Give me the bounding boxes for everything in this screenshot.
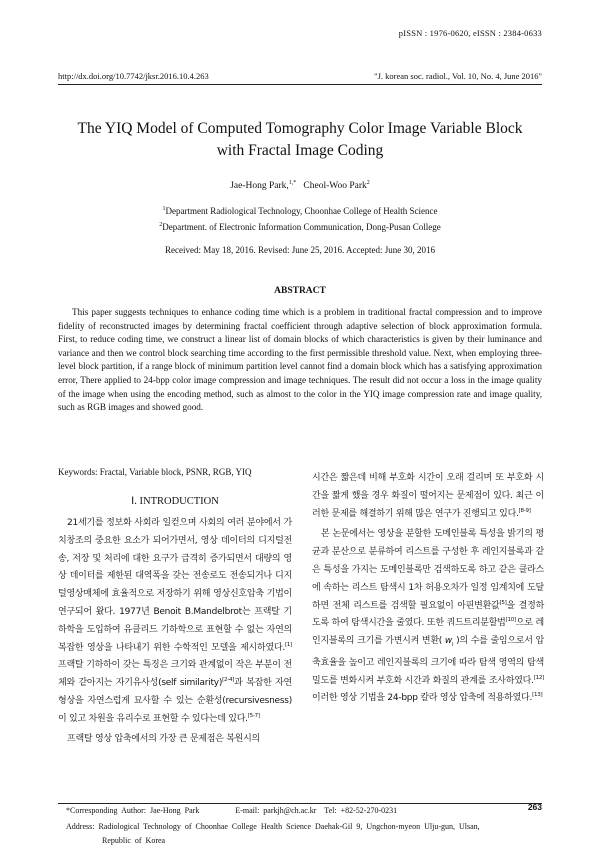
authors [58,180,542,191]
author-1: Jae-Hong Park, [230,181,289,192]
intro-p4e-text: 이러한 영상 기법을 24-bpp 칼라 영상 압축에 적용하였다. [312,693,533,704]
citation-5-7: [5-7] [247,712,260,719]
math-w: w [444,636,453,647]
affiliation-2-text: Department. of Electronic Information Communication, Dong-Pusan College [162,222,441,232]
intro-paragraph-3 [312,470,544,523]
intro-paragraph-4 [312,526,544,708]
citation-12: [12] [533,674,544,681]
affiliation-2 [58,222,542,232]
body-column-right [312,470,544,708]
citation-2-4: [2-4] [222,677,235,684]
keywords: Keywords: Fractal, Variable block, PSNR, RGB, YIQ [58,467,252,477]
author-2-sup: 2 [366,180,370,186]
math-w-sub: i [452,641,454,648]
intro-paragraph-1 [58,515,292,729]
address-line-1: Address: Radiological Technology of Choonhae College Health Science Daehak-Gil 9, Ungchon-myeon Ulju-gun, Ulsan, [66,822,480,831]
intro-p4b-text: 을 결정하도록 하여 탐색시간을 줄였다. 또한 쿼드트리분할법 [312,600,545,629]
affiliation-1-sup: 1 [162,206,166,212]
author-2: Cheol-Woo Park [303,181,367,192]
title-line-2: with Fractal Image Coding [216,142,384,159]
journal-citation: "J. korean soc. radiol., Vol. 10, No. 4, June 2016" [374,71,542,81]
header-rule [58,84,542,85]
affiliation-1-text: Department Radiological Technology, Choonhae College of Health Science [165,206,438,216]
citation-5b: [5] [499,599,507,606]
page-number: 263 [527,802,542,812]
citation-1: [1] [284,641,292,648]
abstract-heading: ABSTRACT [274,286,326,296]
issn-line: pISSN : 1976-0620, eISSN : 2384-0633 [398,28,542,38]
intro-p1-text: 21세기를 정보화 사회라 일컫으며 사회의 여러 분야에서 가치창조의 중요한 요소가 되어가면서, 영상 데이터의 디지털전송, 저장 및 처리에 대한 요구가 급격히 증가되면서 대량의 영상 데이터를 제한된 대역폭을 갖는 전송로도 전송되거나 디지털영상매체에 효율적으로 저장하기 위해 영상신호압축 기법이 연구되어 왔다. 1977년 Benoit B.Mandelbrot는 프랙탈 기하학을 도입하여 유클리드 기하학으로 표현할 수 없는 자연의 복잡한 영상을 나타내기 위한 수학적인 모델을 제시하였다. [58,518,292,653]
corresponding-author: *Corresponding Author: Jae-Hong Park E-mail: parkjh@ch.ac.kr Tel: +82-52-270-0231 [66,806,398,815]
intro-paragraph-2: 프랙탈 영상 압축에서의 가장 큰 문제점은 복원시의 [67,733,260,744]
author-1-sup: 1,* [288,180,297,186]
intro-p4c-text: 으로 레인지블록의 크기를 가변시켜 변환( [312,618,544,647]
citation-8-9: [8-9] [518,507,531,514]
address-line-2: Republic of Korea [102,836,166,845]
citation-10: [10] [505,617,516,624]
abstract-text: This paper suggests techniques to enhance coding time which is a problem in traditional fractal compression and to improve fidelity of reconstructed images by determining fractal coefficient through adaptive selection of block approximation formula. First, to reduce coding time, we construct a linear list of domain blocks of which characteristics is given by their luminance and variance and then we control block searching time according to the first permissible threshold value. Next, when employing three-level block partition, if a range block of minimum partition level cannot find a domain block which has a satisfying approximation error, There applied to 24-bpp color image compression and image techniques. The result did not occur a loss in the image quality of the image when using the encoding method, such as almost to the color in the YIQ image compression rate and image quality, such as RGB images and showed good. [58,307,542,413]
section-heading-introduction: Ⅰ. INTRODUCTION [131,496,219,507]
citation-13: [13] [532,692,543,699]
title-line-1: The YIQ Model of Computed Tomography Color Image Variable Block [77,120,523,137]
footer-rule [58,803,542,804]
intro-p1c-text: 과 복잡한 자연 형상을 자연스럽게 묘사할 수 있는 순환성(recursivesness)이 있고 차원을 유리수로 표현할 수 있다는데 있다. [58,678,292,724]
body-column-left [58,515,292,748]
intro-p4d-text: )의 수를 줄임으로서 압축효율을 높이고 레인지블록의 크기에 따라 탐색 영역의 탐색 밀도를 변화시켜 부호화 시간과 화질의 관계를 조사하였다. [312,636,544,686]
paper-title [58,118,542,162]
submission-dates: Received: May 18, 2016. Revised: June 25, 2016. Accepted: June 30, 2016 [165,245,435,255]
affiliation-1 [58,206,542,216]
intro-p1b-text: 프랙탈 기하하이 갖는 특징은 크기와 관계없이 작은 부분이 전체와 같아지는 자기유사성(self similarity) [58,660,292,689]
intro-p4-text: 본 논문에서는 영상을 분할한 도메인블록 특성을 밝기의 평균과 분산으로 분류하여 리스트를 구성한 후 레인지블록과 같은 특성을 가지는 도메인블록만 검색하도록 하고 같은 클라스에 속하는 리스트 탐색시 1차 허용오차가 일정 임계치에 도달하면 전체 리스트를 검색할 필요없이 아핀변환값 [312,529,544,611]
intro-p3-text: 시간은 짧은데 비해 부호화 시간이 오래 걸리며 또 부호화 시간을 짧게 했을 경우 화질이 떨어지는 문제점이 있다. 최근 이러한 문제를 해결하기 위해 많은 연구가 진행되고 있다. [312,473,544,519]
doi-link[interactable]: http://dx.doi.org/10.7742/jksr.2016.10.4.263 [58,71,209,81]
affiliation-2-sup: 2 [159,222,163,228]
